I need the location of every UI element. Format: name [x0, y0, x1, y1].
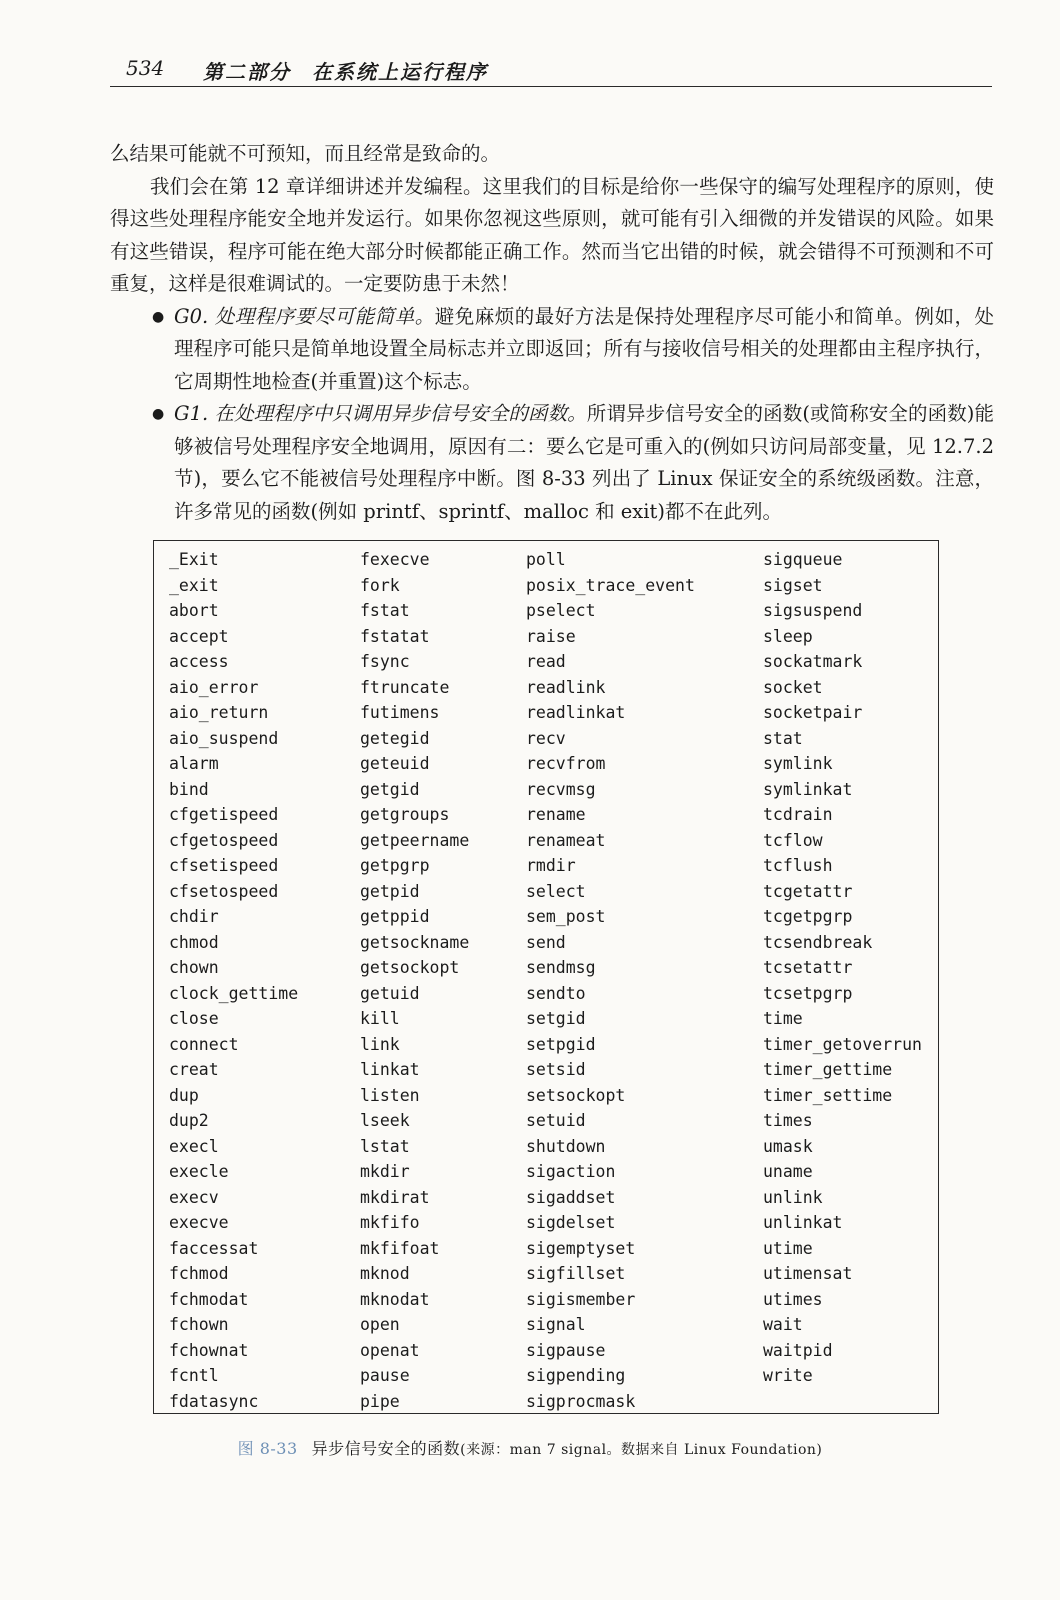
function-name: time	[763, 1009, 803, 1028]
function-name: getgid	[360, 779, 420, 799]
function-name: symlink	[763, 754, 833, 773]
function-name: lseek	[360, 1111, 410, 1130]
function-name: socketpair	[763, 703, 863, 722]
function-name: sigaddset	[526, 1187, 616, 1207]
function-name: utimes	[763, 1289, 823, 1309]
guideline-text: 避免麻烦的最好方法是保持处理程序尽可能小和简单。例如，处理程序可能只是简单地设置全局标志并立即返回；所有与接收信号相关的处理都由主程序执行，它周期性地检查(并重置)这个标志。	[174, 304, 994, 393]
function-name: sigfillset	[526, 1264, 626, 1283]
function-name: fdatasync	[169, 1391, 259, 1411]
function-name: kill	[360, 1009, 400, 1028]
function-name: recvmsg	[526, 779, 596, 799]
function-name: _Exit	[169, 550, 219, 569]
function-name: sockatmark	[763, 652, 863, 671]
guideline-list	[110, 301, 994, 529]
bullet-icon: ●	[152, 406, 165, 422]
function-name: execv	[169, 1187, 219, 1207]
function-name: link	[360, 1034, 400, 1054]
function-name: pselect	[526, 601, 596, 620]
function-name: waitpid	[763, 1340, 833, 1360]
function-name: cfgetospeed	[169, 830, 279, 850]
function-name: mkfifoat	[360, 1238, 440, 1258]
function-name: tcgetattr	[763, 881, 853, 901]
function-name: utime	[763, 1238, 813, 1258]
function-name: fstatat	[360, 626, 430, 646]
function-name: futimens	[360, 703, 440, 722]
function-name: chdir	[169, 907, 219, 926]
function-name: openat	[360, 1340, 420, 1360]
function-name: tcflow	[763, 830, 823, 850]
function-name: sigqueue	[763, 550, 843, 569]
function-name: mkfifo	[360, 1213, 420, 1232]
part-title: 在系统上运行程序	[312, 60, 488, 84]
guideline-lead: G1. 在处理程序中只调用异步信号安全的函数。	[174, 402, 587, 425]
function-name: setpgid	[526, 1034, 596, 1054]
function-name: stat	[763, 728, 803, 748]
guideline-item	[110, 301, 994, 399]
function-name: getppid	[360, 907, 430, 926]
function-name: clock_gettime	[169, 983, 299, 1003]
function-column	[763, 547, 922, 1389]
part-label: 第二部分	[203, 60, 291, 84]
function-name: chmod	[169, 932, 219, 952]
function-name: unlinkat	[763, 1213, 843, 1232]
function-name: renameat	[526, 830, 606, 850]
function-name: access	[169, 652, 229, 671]
function-name: mknodat	[360, 1289, 430, 1309]
function-name: rename	[526, 805, 586, 824]
function-table	[153, 540, 939, 1414]
function-name: pipe	[360, 1391, 400, 1411]
function-name: sendmsg	[526, 958, 596, 977]
function-name: fchmod	[169, 1264, 229, 1283]
function-name: readlinkat	[526, 703, 626, 722]
function-name: write	[763, 1366, 813, 1385]
function-name: timer_gettime	[763, 1060, 893, 1079]
function-name: close	[169, 1009, 219, 1028]
function-name: tcdrain	[763, 805, 833, 824]
function-name: abort	[169, 601, 219, 620]
function-name: linkat	[360, 1060, 420, 1079]
function-name: posix_trace_event	[526, 575, 695, 595]
function-name: mknod	[360, 1264, 410, 1283]
function-name: getpgrp	[360, 856, 430, 875]
function-name: read	[526, 652, 566, 671]
function-name: setsid	[526, 1060, 586, 1079]
function-name: sigdelset	[526, 1213, 616, 1232]
function-name: sigaction	[526, 1162, 616, 1181]
function-name: fstat	[360, 601, 410, 620]
function-name: getpeername	[360, 830, 470, 850]
function-name: fchown	[169, 1315, 229, 1334]
figure-title: 异步信号安全的函数	[311, 1439, 461, 1458]
bullet-icon: ●	[152, 308, 165, 325]
function-name: cfgetispeed	[169, 805, 279, 824]
function-name: rmdir	[526, 856, 576, 875]
function-name: readlink	[526, 677, 606, 697]
function-column	[526, 547, 695, 1414]
function-name: execve	[169, 1213, 229, 1232]
guideline-item	[110, 398, 994, 528]
function-name: sigprocmask	[526, 1391, 636, 1411]
function-name: sendto	[526, 983, 586, 1003]
function-name: aio_return	[169, 703, 269, 722]
function-name: dup2	[169, 1111, 209, 1130]
function-name: cfsetispeed	[169, 856, 279, 875]
figure-number: 图 8-33	[237, 1439, 298, 1458]
function-name: sem_post	[526, 907, 606, 926]
function-name: tcgetpgrp	[763, 907, 853, 926]
function-name: tcsendbreak	[763, 932, 873, 952]
function-name: dup	[169, 1085, 199, 1105]
function-name: timer_settime	[763, 1085, 893, 1105]
function-name: getgroups	[360, 805, 450, 824]
function-name: sigsuspend	[763, 601, 863, 620]
function-name: setsockopt	[526, 1085, 626, 1105]
function-name: fchmodat	[169, 1289, 249, 1309]
function-name: fork	[360, 575, 400, 595]
function-name: accept	[169, 626, 229, 646]
function-name: open	[360, 1315, 400, 1334]
figure-source: (来源：man 7 signal。数据来自 Linux Foundation)	[460, 1442, 823, 1458]
function-name: fsync	[360, 652, 410, 671]
function-name: geteuid	[360, 754, 430, 773]
function-name: select	[526, 881, 586, 901]
function-name: fcntl	[169, 1366, 219, 1385]
function-name: aio_suspend	[169, 728, 279, 748]
function-name: fexecve	[360, 550, 430, 569]
function-name: creat	[169, 1060, 219, 1079]
function-name: mkdirat	[360, 1187, 430, 1207]
function-name: getuid	[360, 983, 420, 1003]
function-name: setgid	[526, 1009, 586, 1028]
function-name: sigismember	[526, 1289, 636, 1309]
function-name: execl	[169, 1136, 219, 1156]
paragraph: 我们会在第 12 章详细讲述并发编程。这里我们的目标是给你一些保守的编写处理程序的原则，使得这些处理程序能安全地并发运行。如果你忽视这些原则，就可能有引入细微的并发错误的风险。如果有这些错误，程序可能在绝大部分时候都能正确工作。然而当它出错的时候，就会错得不可预测和不可重复，这样是很难调试的。一定要防患于未然！	[110, 174, 994, 295]
function-name: send	[526, 932, 566, 952]
function-name: shutdown	[526, 1136, 606, 1156]
function-column	[360, 547, 469, 1414]
function-name: cfsetospeed	[169, 881, 279, 901]
function-name: sleep	[763, 626, 813, 646]
function-name: mkdir	[360, 1162, 410, 1181]
function-name: bind	[169, 779, 209, 799]
function-name: sigset	[763, 575, 823, 595]
function-name: _exit	[169, 575, 219, 595]
function-name: execle	[169, 1162, 229, 1181]
function-name: getsockopt	[360, 958, 460, 977]
function-name: umask	[763, 1136, 813, 1156]
figure-caption	[0, 1436, 1060, 1459]
function-name: tcflush	[763, 856, 833, 875]
function-name: alarm	[169, 754, 219, 773]
function-name: aio_error	[169, 677, 259, 697]
function-name: lstat	[360, 1136, 410, 1156]
function-name: sigpause	[526, 1340, 606, 1360]
function-name: raise	[526, 626, 576, 646]
function-name: listen	[360, 1085, 420, 1105]
function-name: socket	[763, 677, 823, 697]
function-name: tcsetattr	[763, 958, 853, 977]
function-name: timer_getoverrun	[763, 1034, 922, 1054]
function-name: unlink	[763, 1187, 823, 1207]
running-header	[110, 52, 992, 87]
function-name: signal	[526, 1315, 586, 1334]
function-name: chown	[169, 958, 219, 977]
function-name: utimensat	[763, 1264, 853, 1283]
paragraph: 么结果可能就不可预知，而且经常是致命的。	[110, 142, 501, 165]
function-name: wait	[763, 1315, 803, 1334]
function-name: symlinkat	[763, 779, 853, 799]
page-number: 534	[126, 56, 165, 80]
body-text	[110, 138, 994, 528]
function-name: uname	[763, 1162, 813, 1181]
function-name: getegid	[360, 728, 430, 748]
function-name: tcsetpgrp	[763, 983, 853, 1003]
function-name: recv	[526, 728, 566, 748]
function-name: faccessat	[169, 1238, 259, 1258]
function-name: setuid	[526, 1111, 586, 1130]
guideline-lead: G0. 处理程序要尽可能简单。	[174, 304, 435, 328]
function-name: times	[763, 1111, 813, 1130]
function-name: ftruncate	[360, 677, 450, 697]
function-name: fchownat	[169, 1340, 249, 1360]
function-name: sigemptyset	[526, 1238, 636, 1258]
function-name: sigpending	[526, 1366, 626, 1385]
guideline-text: 所谓异步信号安全的函数(或简称安全的函数)能够被信号处理程序安全地调用，原因有二：要么它是可重入的(例如只访问局部变量，见 12.7.2 节)，要么它不能被信号处理程序中断。图 8-33 列出了 Linux 保证安全的系统级函数。注意，许多常见的函数(例如 printf、sprintf、malloc 和 exit)都不在此列。	[174, 402, 994, 523]
function-name: recvfrom	[526, 754, 606, 773]
function-name: pause	[360, 1366, 410, 1385]
function-column	[169, 547, 298, 1414]
function-name: poll	[526, 550, 566, 569]
function-name: getpid	[360, 881, 420, 901]
function-name: connect	[169, 1034, 239, 1054]
function-name: getsockname	[360, 932, 470, 952]
